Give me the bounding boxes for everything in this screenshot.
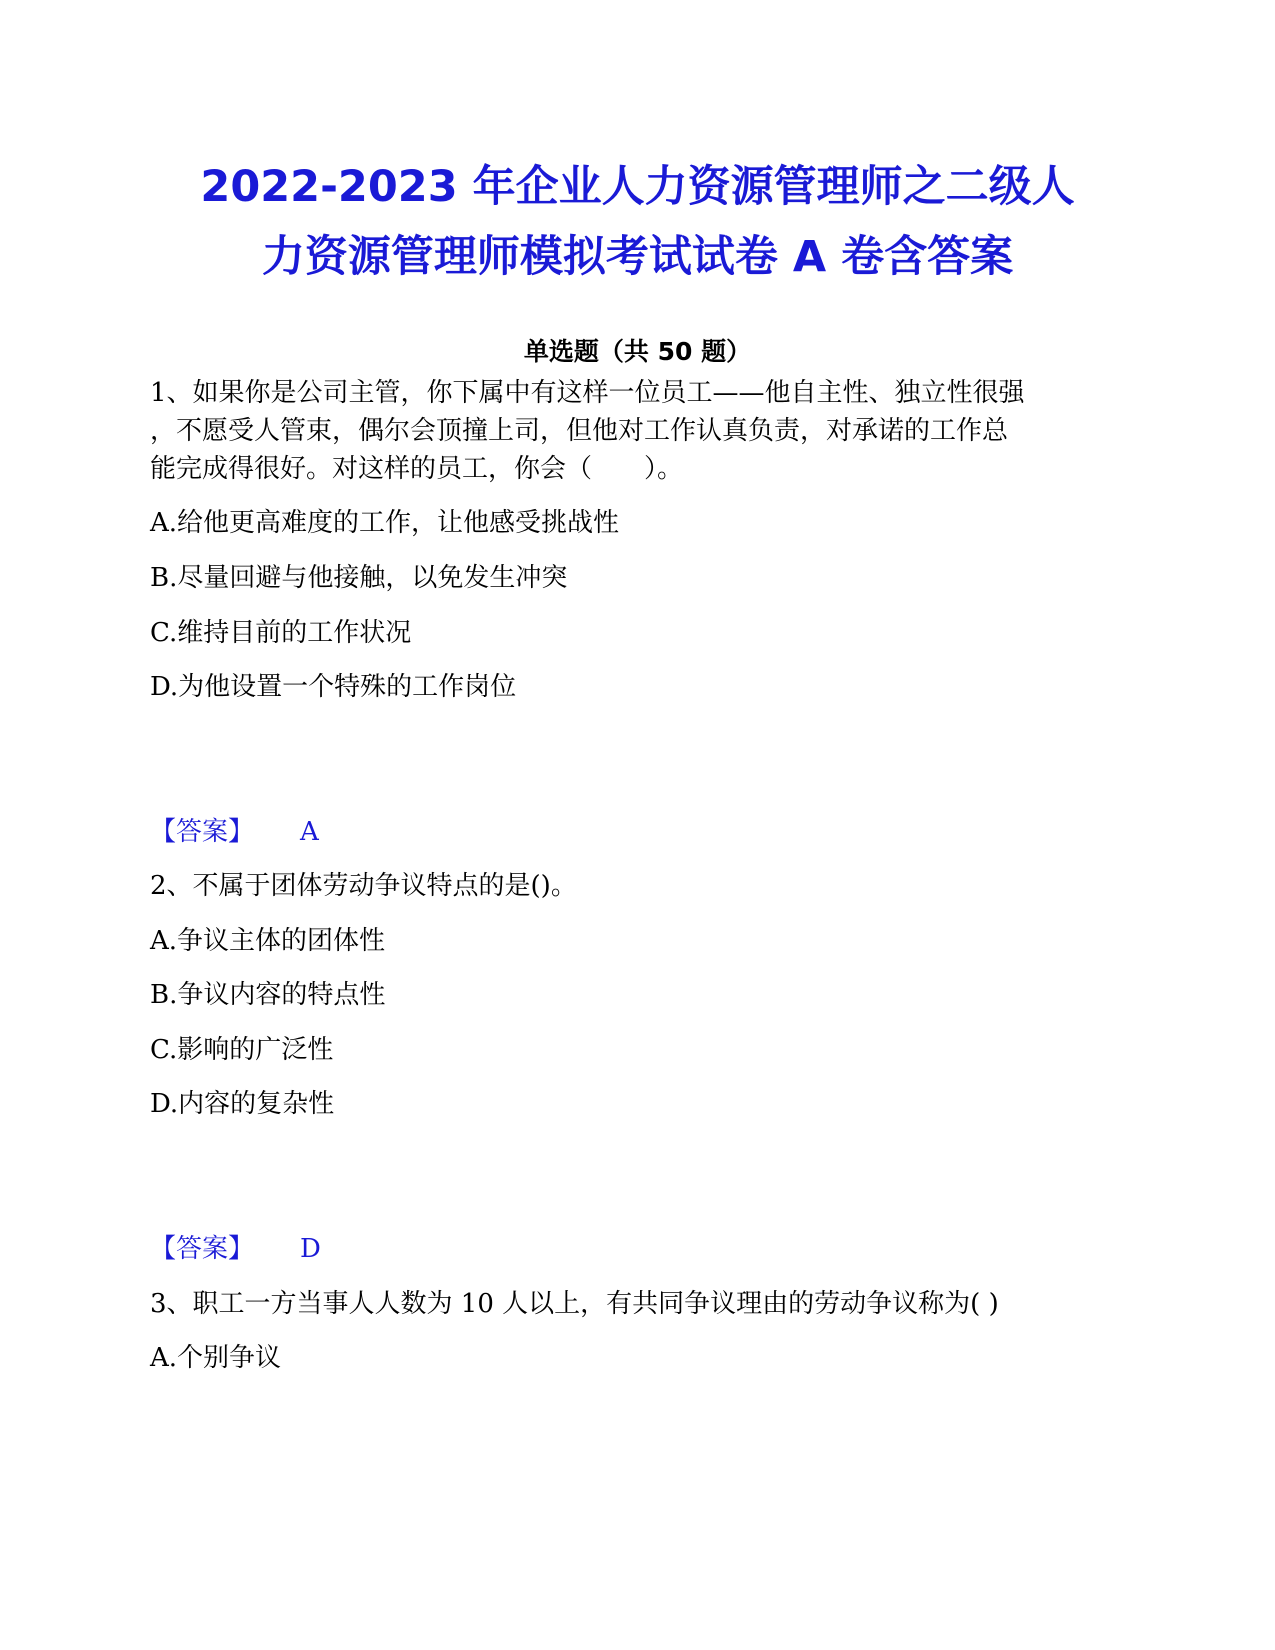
- answer-value: A: [300, 817, 319, 847]
- question-3-stem-line-1: 3、职工一方当事人人数为 10 人以上，有共同争议理由的劳动争议称为( ): [150, 1289, 999, 1319]
- question-2-option-d: D.内容的复杂性: [150, 1089, 335, 1119]
- title-line-1: 2022-2023 年企业人力资源管理师之二级人: [200, 162, 1075, 212]
- title-line-2: 力资源管理师模拟考试试卷 A 卷含答案: [261, 232, 1014, 282]
- question-1-option-d: D.为他设置一个特殊的工作岗位: [150, 672, 517, 702]
- question-1-stem-line-2: ，不愿受人管束，偶尔会顶撞上司，但他对工作认真负责，对承诺的工作总: [150, 416, 1009, 446]
- question-1-stem-line-1: 1、如果你是公司主管，你下属中有这样一位员工——他自主性、独立性很强: [150, 378, 1025, 408]
- answer-label: 【答案】: [150, 1234, 255, 1264]
- question-1-option-c: C.维持目前的工作状况: [150, 618, 412, 648]
- question-1-option-a: A.给他更高难度的工作，让他感受挑战性: [150, 508, 620, 538]
- question-1-stem-line-3: 能完成得很好。对这样的员工，你会（ ）。: [150, 454, 684, 484]
- question-1-option-b: B.尽量回避与他接触，以免发生冲突: [150, 563, 568, 593]
- question-1-answer: [150, 813, 319, 851]
- question-2-stem-line-1: 2、不属于团体劳动争议特点的是()。: [150, 871, 577, 901]
- question-2-option-a: A.争议主体的团体性: [150, 926, 386, 956]
- answer-value: D: [300, 1234, 321, 1264]
- question-2-option-c: C.影响的广泛性: [150, 1035, 334, 1065]
- section-heading: 单选题（共 50 题）: [523, 337, 752, 366]
- question-2-answer: [150, 1230, 321, 1268]
- question-2-option-b: B.争议内容的特点性: [150, 980, 386, 1010]
- question-3-option-a: A.个别争议: [150, 1343, 282, 1373]
- document-title: [0, 152, 1275, 292]
- answer-label: 【答案】: [150, 817, 255, 847]
